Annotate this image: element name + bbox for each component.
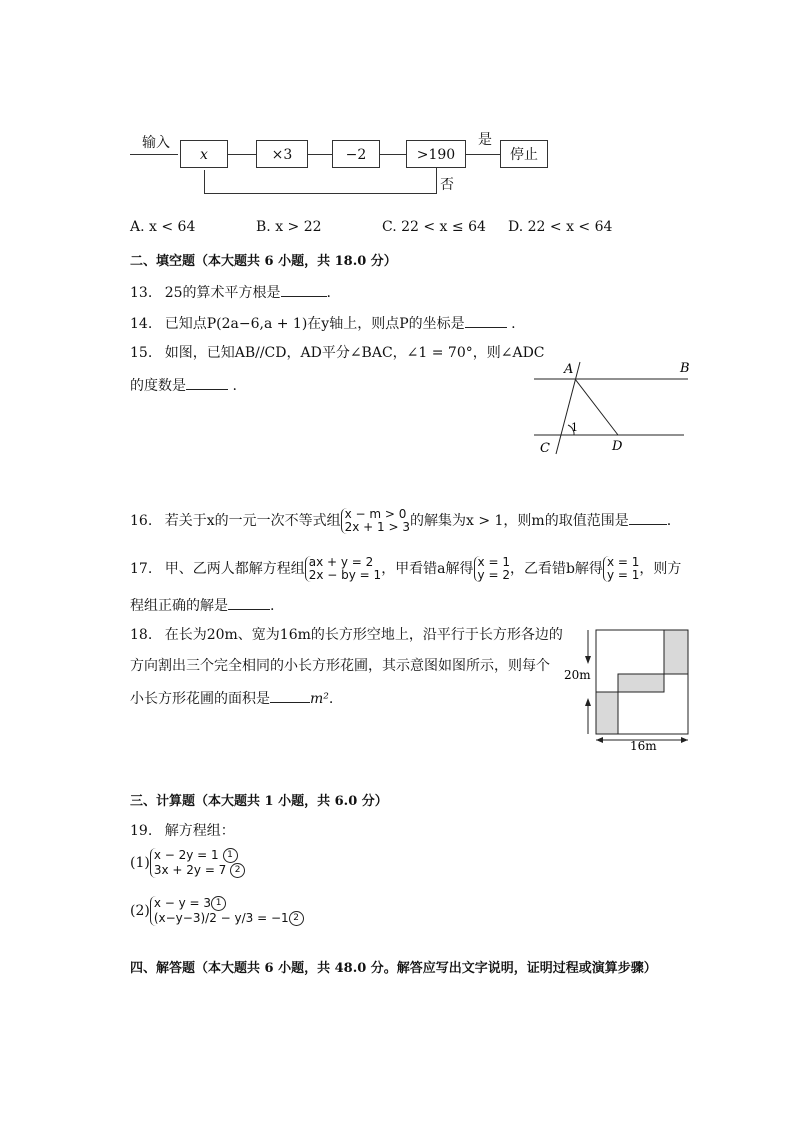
q14-tail: . [511,316,516,332]
q17-solution-1 [474,556,510,582]
label-a: A [564,362,574,377]
answer-blank [186,375,228,390]
flow-box-multiply: ×3 [256,140,308,168]
q17-system [305,556,381,582]
q17-mid1: ，甲看错a解得 [381,561,474,577]
circle-1-icon: 1 [211,896,226,911]
q17-mid2: ，乙看错b解得 [509,561,603,577]
q15-tail: . [232,378,237,394]
garden-bed-1 [596,692,618,734]
q17-number: 17. [130,561,153,577]
q18-line2: 方向割出三个完全相同的小长方形花圃，其示意图如图所示，则每个 [130,658,550,674]
flow-box-compare: >190 [406,140,466,168]
circle-2-icon: 2 [230,863,245,878]
q16-system [341,508,410,534]
question-18-line3 [130,688,333,708]
q19-p2-eq1: x − y = 3 [153,896,212,910]
q17-pre: 甲、乙两人都解方程组 [164,561,305,577]
q16-post: 的解集为x > 1，则m的取值范围是 [410,513,629,529]
answer-blank [270,688,310,703]
question-17 [130,556,681,582]
q19-p1-label: (1) [130,855,150,871]
label-angle-1: 1 [571,421,578,434]
q17-eq2: 2x − by = 1 [308,568,382,582]
q19-text: 解方程组： [164,823,235,839]
q15-line1: 如图，已知AB//CD，AD平分∠BAC，∠1 = 70°，则∠ADC [164,345,545,361]
arrow-head [596,737,603,743]
width-label: 16m [630,739,657,752]
answer-blank [465,313,507,328]
option-c: C. 22 < x ≤ 64 [382,219,486,235]
flow-loop-line [204,170,205,194]
q13-text: 25的算术平方根是 [164,285,281,301]
q19-p1-system [150,848,245,878]
label-d: D [612,439,623,454]
flow-loop-line [436,168,437,194]
height-label: 20m [564,668,591,682]
garden-bed-2 [618,674,664,692]
flow-arrow [466,154,500,155]
circle-1-icon: 1 [223,848,238,863]
q17-s1a: x = 1 [477,555,510,569]
q16-number: 16. [130,513,153,529]
question-14 [130,313,516,333]
q19-p2-label: (2) [130,903,150,919]
q16-pre: 若关于x的一元一次不等式组 [164,513,341,529]
flow-input-label: 输入 [142,135,170,151]
q16-eq1: x − m > 0 [344,507,407,521]
answer-blank [281,282,327,297]
flow-arrow [130,154,178,155]
q16-eq2: 2x + 1 > 3 [344,520,410,534]
flow-box-stop: 停止 [500,140,548,168]
flow-box-x: x [180,140,228,168]
option-d: D. 22 < x < 64 [508,219,613,235]
option-a: A. x < 64 [130,219,196,235]
q18-line1: 在长为20m、宽为16m的长方形空地上，沿平行于长方形各边的 [164,627,563,643]
q16-tail: . [666,513,672,529]
q13-number: 13. [130,285,153,301]
question-18 [130,626,563,644]
q19-p2-eq2: (x−y−3)/2 − y/3 = −1 [153,911,289,925]
label-c: C [540,441,550,456]
question-15 [130,344,545,362]
q18-tail: . [328,691,334,707]
q17-post: ，则方 [639,561,682,577]
flow-arrow [228,154,256,155]
q14-text: 已知点P(2a−6,a + 1)在y轴上，则点P的坐标是 [164,316,465,332]
q17-line2: 程组正确的解是 [130,598,228,614]
q13-tail: . [326,285,331,301]
line-ad [575,379,618,435]
answer-blank [228,595,270,610]
flow-arrow [308,154,332,155]
q19-p1-eq1: x − 2y = 1 [153,848,219,862]
q19-p2-system [150,896,304,926]
garden-bed-3 [664,630,688,674]
q17-s1b: y = 2 [477,568,510,582]
q19-number: 19. [130,823,153,839]
q18-number: 18. [130,627,153,643]
q18-figure [562,624,694,752]
flow-yes-label: 是 [478,132,492,148]
q19-part-2 [130,896,304,926]
question-17-line2 [130,595,274,615]
q17-eq1: ax + y = 2 [308,555,374,569]
flow-arrow [380,154,406,155]
q17-tail: . [270,598,275,614]
arrow-head [681,737,688,743]
q15-line2: 的度数是 [130,378,186,394]
q19-part-1 [130,848,245,878]
q18-unit: m² [310,691,329,707]
label-b: B [680,361,690,376]
question-15-line2 [130,375,237,395]
q17-solution-2 [603,556,639,582]
flow-box-subtract: −2 [332,140,380,168]
question-13 [130,282,331,302]
section-3-title: 三、计算题（本大题共 1 小题，共 6.0 分） [130,794,388,809]
circle-2-icon: 2 [289,911,304,926]
arrow-head [585,656,591,664]
q15-number: 15. [130,345,153,361]
q15-figure [530,358,700,458]
section-2-title: 二、填空题（本大题共 6 小题，共 18.0 分） [130,254,397,269]
arrow-head [585,698,591,706]
answer-blank [629,510,667,525]
q14-number: 14. [130,316,153,332]
q19-p1-eq2: 3x + 2y = 7 [153,863,227,877]
flow-no-label: 否 [440,177,454,193]
q17-s2a: x = 1 [606,555,640,569]
q18-line3: 小长方形花圃的面积是 [130,691,270,707]
question-16 [130,508,671,534]
flow-loop-line [204,193,437,194]
section-4-title: 四、解答题（本大题共 6 小题，共 48.0 分。解答应写出文字说明，证明过程或演算步骤） [130,961,657,976]
option-b: B. x > 22 [256,219,322,235]
q17-s2b: y = 1 [606,568,640,582]
question-19 [130,822,235,840]
